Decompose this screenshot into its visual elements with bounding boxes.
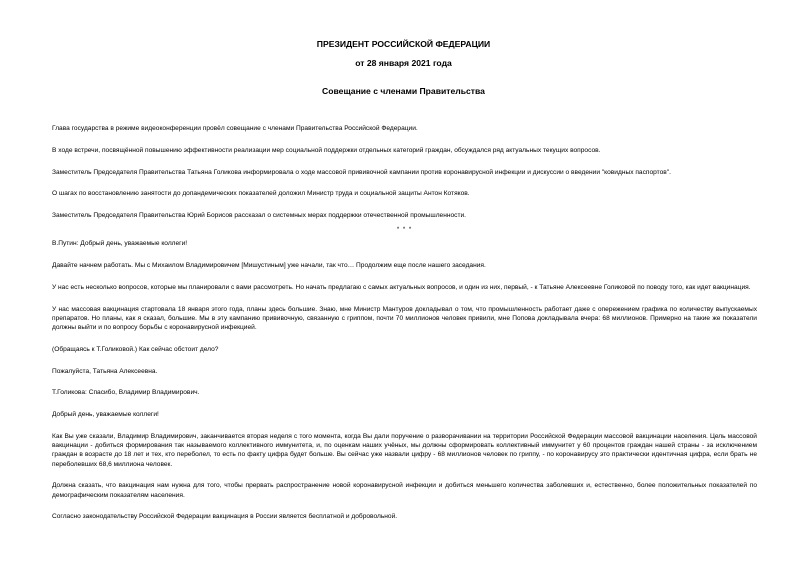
document-subject: Совещание с членами Правительства [322,86,485,96]
speech-putin-ask: (Обращаясь к Т.Голиковой.) Как сейчас обстоит дело? [52,345,219,353]
speech-putin-questions: У нас есть несколько вопросов, которые мы планировали с вами рассмотреть. Но начать предлагаю с самых актуальных вопросов, и один из них, первый, - к Татьяне Алексеевне Голиковой по поводу того, как идет вакцинация. [52,283,751,291]
paragraph-meeting: В ходе встречи, посвящённой повышению эффективности реализации мер социальной поддержки отдельных категорий граждан, обсуждался ряд актуальных текущих вопросов. [52,146,601,154]
paragraph-kotyakov: О шагах по восстановлению занятости до допандемических показателей доложил Министр труда и социальной защиты Антон Котяков. [52,190,470,198]
document-date: от 28 января 2021 года [355,58,452,68]
speech-putin-greeting: В.Путин: Добрый день, уважаемые коллеги! [52,240,188,248]
speech-golikova-thanks: Т.Голикова: Спасибо, Владимир Владимирович. [52,389,200,397]
speech-golikova-goal: Как Вы уже сказали, Владимир Владимирович, заканчивается вторая неделя с того момента, когда Вы дали поручение о разворачивании на территории Российской Федерации массовой вакцинации населения. Цель массовой вакцинации - добиться формирования так называемого коллективного иммунитета, и, по оценкам наших учёных, мы должны сформировать коллективный иммунитет у 60 процентов граждан нашей страны - за исключением граждан в возрасте до 18 лет и тех, кто переболел, то есть по факту цифра будет больше. Вы сейчас уже назвали цифру - 68 миллионов человек по гриппу, - по коронавирусу это практически идентичная цифра, если брать не переболевших 68,6 миллиона человек. [52,432,757,468]
speech-putin-start: Давайте начнем работать. Мы с Михаилом Владимировичем [Мишустиным] уже начали, так что… Продолжим еще после нашего заседания. [52,261,486,269]
section-separator: * * * [396,226,413,233]
paragraph-intro: Глава государства в режиме видеоконференции провёл совещание с членами Правительства Российской Федерации. [52,125,418,132]
document-body [52,124,757,534]
speech-golikova-need: Должна сказать, что вакцинация нам нужна для того, чтобы прервать распространение новой коронавирусной инфекции и добиться меньшего количества заболевших и, естественно, более положительных показателей по демографическим показателям населения. [52,482,757,499]
paragraph-borisov: Заместитель Председателя Правительства Юрий Борисов рассказал о системных мерах поддержки отечественной промышленности. [52,212,467,220]
speech-putin-please: Пожалуйста, Татьяна Алексеевна. [52,367,158,375]
speech-golikova-greeting: Добрый день, уважаемые коллеги! [52,411,159,419]
speech-putin-vaccination: У нас массовая вакцинация стартовала 18 января этого года, планы здесь большие. Знаю, мне Министр Мантуров докладывал о том, что промышленность работает даже с опережением графика по количеству выпускаемых препаратов. Но планы, как я сказал, большие. Мы в эту кампанию прививочную, связанную с гриппом, почти 70 миллионов человек привили, мне Попова докладывала вчера: 68 миллионов. Примерно на такие же показатели должны выйти и по вопросу борьбы с коронавирусной инфекцией. [52,305,757,331]
paragraph-golikova: Заместитель Председателя Правительства Татьяна Голикова информировала о ходе массовой прививочной кампании против коронавирусной инфекции и дискуссии о введении "ковидных паспортов". [52,168,671,176]
speech-golikova-law: Согласно законодательству Российской Федерации вакцинация в России является бесплатной и добровольной. [52,513,398,521]
document-title: ПРЕЗИДЕНТ РОССИЙСКОЙ ФЕДЕРАЦИИ [316,39,491,49]
